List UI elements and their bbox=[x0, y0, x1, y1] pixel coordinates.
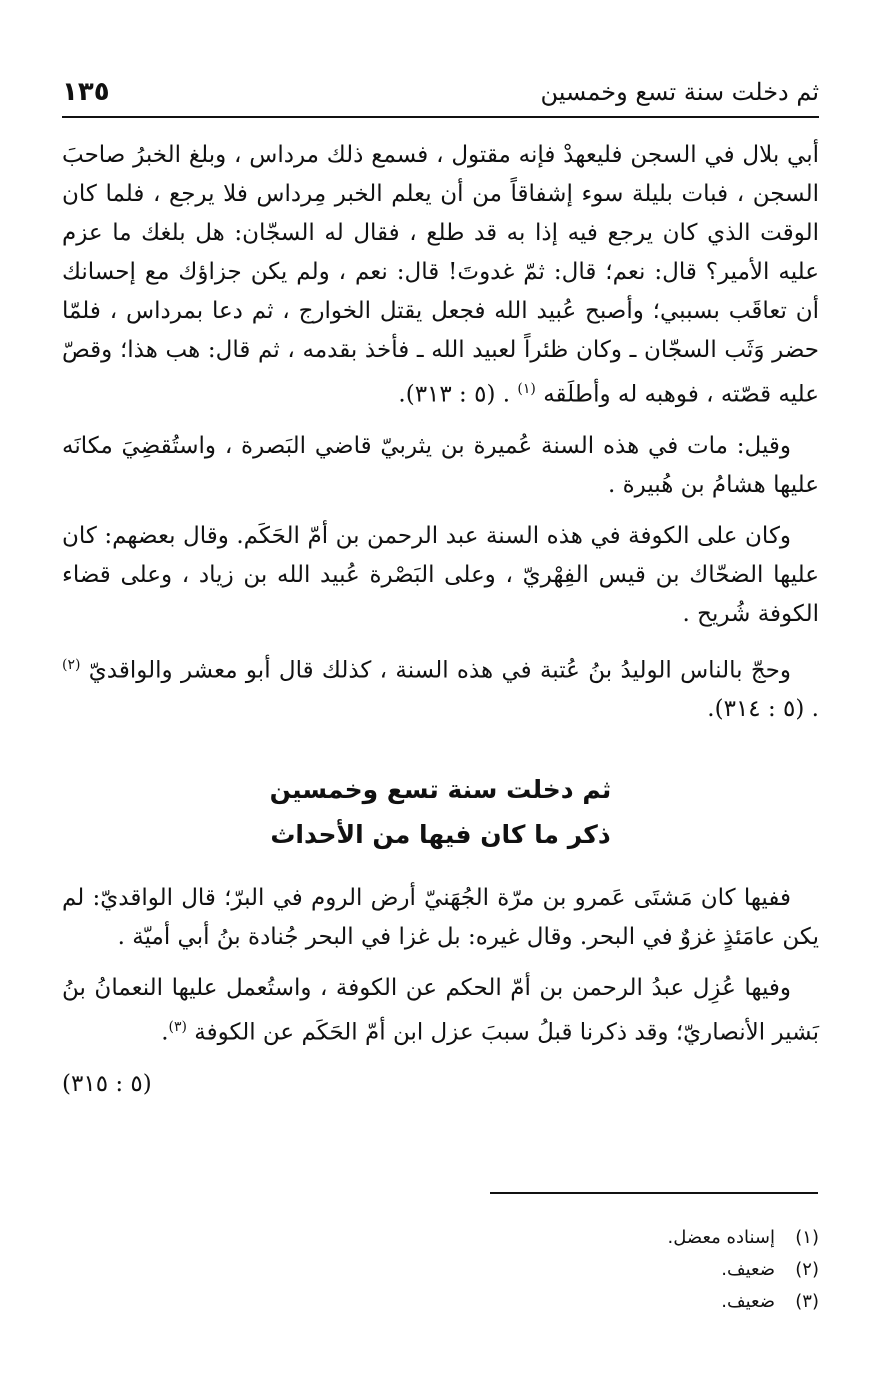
footnote-marker-3: (٣) bbox=[168, 1019, 187, 1036]
footnote-marker-1: (١) bbox=[517, 381, 536, 397]
paragraph-6 bbox=[62, 969, 819, 1053]
footnote-divider bbox=[490, 1192, 818, 1194]
header-divider bbox=[62, 116, 819, 118]
source-reference-1: . (٥ : ٣١٣). bbox=[398, 381, 511, 408]
paragraph-4 bbox=[62, 646, 819, 730]
footnote-text: إسناده معضل. bbox=[667, 1227, 775, 1248]
paragraph-4-text: وحجّ بالناس الوليدُ بنُ عُتبة في هذه السنة ، كذلك قال أبو معشر والواقديّ bbox=[88, 657, 791, 684]
section-heading-events: ذكر ما كان فيها من الأحداث bbox=[270, 820, 611, 850]
paragraph-6-text: وفيها عُزِل عبدُ الرحمن بن أمّ الحكم عن الكوفة ، واستُعمل عليها النعمانُ بنُ بَشير الأنصاريّ؛ وقد ذكرنا قبلُ سببَ عزل ابن أمّ الحَكَم عن الكوفة bbox=[62, 975, 819, 1046]
footnote-marker-2: (٢) bbox=[62, 656, 81, 673]
footnote-number: (٣) bbox=[795, 1291, 819, 1312]
footnote-text: ضعيف. bbox=[721, 1259, 775, 1280]
paragraph-1-text: أبي بلال في السجن فليعهدْ فإنه مقتول ، فسمع ذلك مرداس ، وبلغ الخبرُ صاحبَ السجن ، فبات بليلة سوء إشفاقاً من أن يعلم الخبر مِرداس فلا يرجع ، فلما كان الوقت الذي كان يرجع فيه إذا به قد طلع ، فقال له السجّان: هل بلغك ما عزم عليه الأمير؟ قال: نعم؛ قال: ثمّ غدوتَ! قال: نعم ، ولم يكن جزاؤك مع إحسانك أن تعاقَب بسببي؛ وأصبح عُبيد الله فجعل يقتل الخوارج ، ثم دعا بمرداس ، فلمّا حضر وَثَب السجّان ـ وكان ظئراً لعبيد الله ـ فأخذ بقدمه ، ثم قال: هب هذا؛ وقصّ عليه قصّته ، فوهبه له وأطلَقه bbox=[62, 142, 819, 408]
page-number: ١٣٥ bbox=[62, 77, 110, 107]
running-title: ثم دخلت سنة تسع وخمسين bbox=[540, 78, 819, 106]
paragraph-5: ففيها كان مَشتَى عَمرو بن مرّة الجُهَنيّ أرض الروم في البرّ؛ قال الواقديّ: لم يكن عامَئذٍ غزوٌ في البحر. وقال غيره: بل غزا في البحر جُنادة بنُ أبي أميّة . bbox=[62, 885, 819, 951]
footnote-1 bbox=[62, 1222, 819, 1254]
page-header bbox=[62, 72, 819, 112]
source-reference-2: . (٥ : ٣١٤). bbox=[707, 696, 819, 723]
footnote-number: (٢) bbox=[795, 1259, 819, 1280]
footnote-3 bbox=[62, 1286, 819, 1318]
section-heading-year: ثم دخلت سنة تسع وخمسين bbox=[269, 775, 612, 805]
main-text bbox=[62, 136, 819, 1116]
paragraph-2: وقيل: مات في هذه السنة عُميرة بن يثربيّ قاضي البَصرة ، واستُقضِيَ مكانَه عليها هشامُ بن هُبيرة . bbox=[62, 432, 819, 498]
footnote-text: ضعيف. bbox=[721, 1291, 775, 1312]
footnote-number: (١) bbox=[795, 1227, 819, 1248]
footnote-2 bbox=[62, 1254, 819, 1286]
paragraph-1 bbox=[62, 136, 819, 415]
paragraph-3: وكان على الكوفة في هذه السنة عبد الرحمن بن أمّ الحَكَم. وقال بعضهم: كان عليها الضحّاك بن قيس الفِهْريّ ، وعلى البَصْرة عُبيد الله بن زياد ، وعلى قضاء الكوفة شُريح . bbox=[62, 522, 819, 627]
section-heading bbox=[62, 767, 819, 857]
footnotes bbox=[62, 1222, 819, 1318]
source-reference-3: (٥ : ٣١٥) bbox=[62, 1070, 152, 1097]
paragraph-6-end: . bbox=[161, 1019, 169, 1046]
